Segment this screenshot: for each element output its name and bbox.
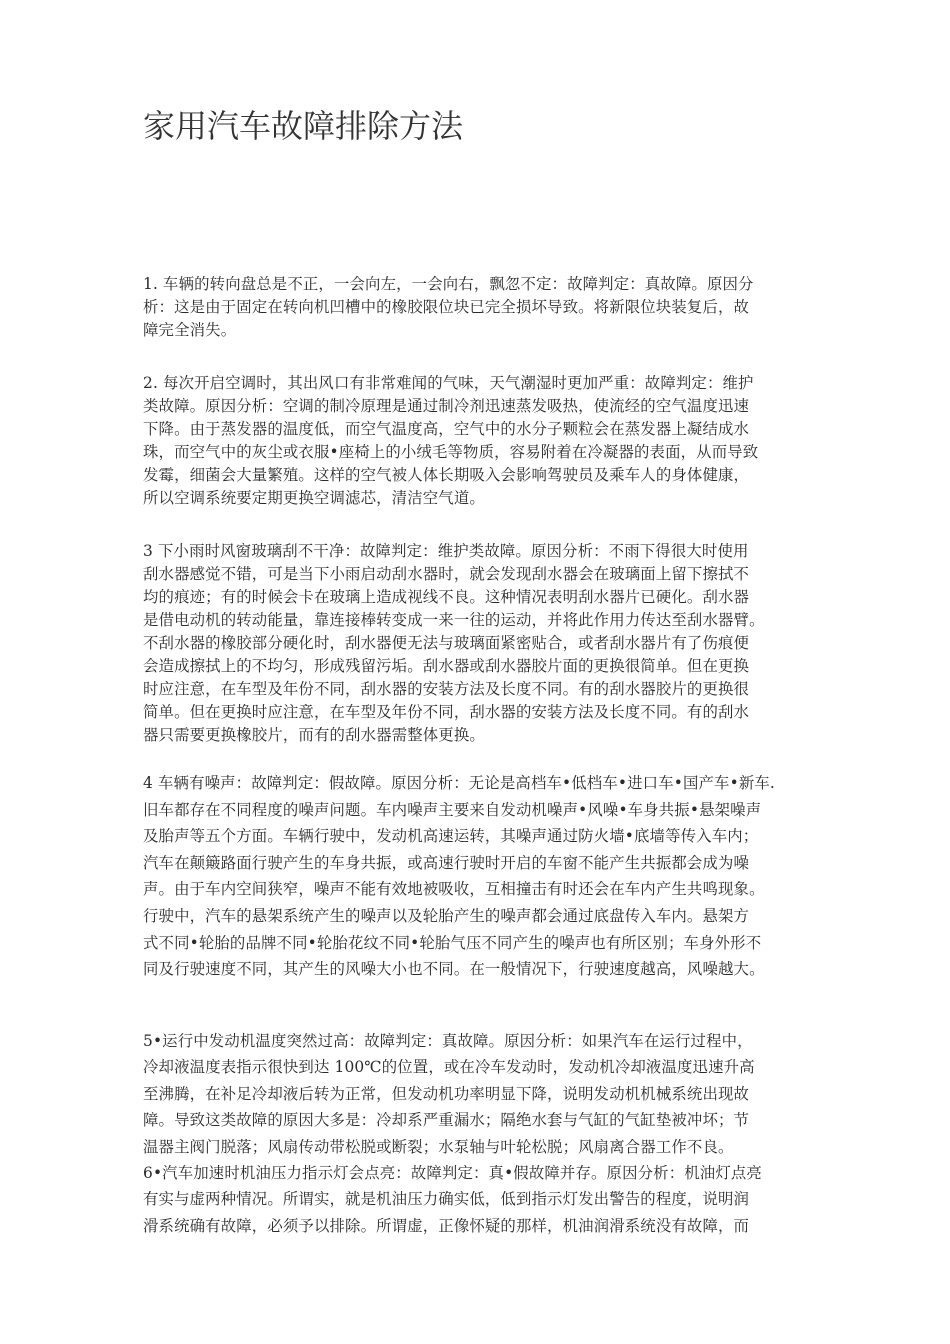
paragraph-line: 3 下小雨时风窗玻璃刮不干净：故障判定：维护类故障。原因分析：不雨下得很大时使用 — [143, 542, 749, 560]
paragraph-line: 是借电动机的转动能量，靠连接棒转变成一来一往的运动，并将此作用力传达至刮水器臂。 — [143, 611, 765, 629]
paragraph-line: 4 车辆有噪声：故障判定：假故障。原因分析：无论是高档车•低档车•进口车•国产车•新车. — [143, 774, 775, 792]
paragraph-wiper — [143, 540, 823, 747]
paragraph-engine-and-oil — [143, 1028, 823, 1239]
paragraph-line: 5•运行中发动机温度突然过高：故障判定：真故障。原因分析：如果汽车在运行过程中， — [143, 1032, 753, 1050]
paragraph-line: 声。由于车内空间狭窄，噪声不能有效地被吸收，互相撞击有时还会在车内产生共鸣现象。 — [143, 880, 765, 899]
paragraph-line: 类故障。原因分析：空调的制冷原理是通过制冷剂迅速蒸发吸热，使流经的空气温度迅速 — [143, 397, 750, 415]
paragraph-line: 温器主阀门脱落；风扇传动带松脱或断裂；水泵轴与叶轮松脱；风扇离合器工作不良。 — [143, 1137, 734, 1156]
paragraph-line: 发霉，细菌会大量繁殖。这样的空气被人体长期吸入会影响驾驶员及乘车人的身体健康， — [143, 466, 750, 484]
document-title: 家用汽车故障排除方法 — [143, 107, 464, 145]
paragraph-line: 珠，而空气中的灰尘或衣服•座椅上的小绒毛等物质，容易附着在冷凝器的表面，从而导致 — [143, 443, 759, 461]
paragraph-line: 2. 每次开启空调时，其出风口有非常难闻的气味，天气潮湿时更加严重：故障判定：维护 — [143, 374, 754, 392]
paragraph-line: 刮水器感觉不错，可是当下小雨启动刮水器时，就会发现刮水器会在玻璃面上留下擦拭不 — [143, 565, 750, 583]
paragraph-line: 会造成擦拭上的不均匀，形成残留污垢。刮水器或刮水器胶片面的更换很简单。但在更换 — [143, 657, 750, 675]
paragraph-line: 障完全消失。 — [143, 321, 237, 339]
paragraph-line: 式不同•轮胎的品牌不同•轮胎花纹不同•轮胎气压不同产生的噪声也有所区别；车身外形不 — [143, 933, 762, 952]
paragraph-line: 下降。由于蒸发器的温度低，而空气温度高，空气中的水分子颗粒会在蒸发器上凝结成水 — [143, 420, 750, 438]
paragraph-line: 简单。但在更换时应注意，在车型及年份不同，刮水器的安装方法及长度不同。有的刮水 — [143, 703, 750, 721]
paragraph-line: 障。导致这类故障的原因大多是：冷却系严重漏水；隔绝水套与气缸的气缸垫被冲坏；节 — [143, 1111, 750, 1130]
paragraph-line: 时应注意，在车型及年份不同，刮水器的安装方法及长度不同。有的刮水器胶片的更换很 — [143, 680, 750, 698]
paragraph-line: 不刮水器的橡胶部分硬化时，刮水器便无法与玻璃面紧密贴合，或者刮水器片有了伤痕便 — [143, 634, 750, 652]
paragraph-line: 所以空调系统要定期更换空调滤芯，清洁空气道。 — [143, 489, 485, 507]
paragraph-line: 同及行驶速度不同，其产生的风噪大小也不同。在一般情况下，行驶速度越高，风噪越大。 — [143, 960, 765, 979]
paragraph-line: 行驶中，汽车的悬架系统产生的噪声以及轮胎产生的噪声都会通过底盘传入车内。悬架方 — [143, 906, 750, 925]
paragraph-line: 滑系统确有故障，必须予以排除。所谓虚，正像怀疑的那样，机油润滑系统没有故障，而 — [143, 1216, 750, 1235]
paragraph-line: 均的痕迹；有的时候会卡在玻璃上造成视线不良。这种情况表明刮水器片已硬化。刮水器 — [143, 588, 750, 606]
paragraph-line: 1. 车辆的转向盘总是不正，一会向左，一会向右，飘忽不定：故障判定：真故障。原因分 — [143, 275, 754, 293]
paragraph-line: 汽车在颠簸路面行驶产生的车身共振，或高速行驶时开启的车窗不能产生共振都会成为噪 — [143, 853, 750, 872]
paragraph-line: 至沸腾，在补足冷却液后转为正常，但发动机功率明显下降，说明发动机机械系统出现故 — [143, 1084, 750, 1103]
paragraph-line: 有实与虚两种情况。所谓实，就是机油压力确实低，低到指示灯发出警告的程度，说明润 — [143, 1190, 750, 1209]
paragraph-line: 6•汽车加速时机油压力指示灯会点亮：故障判定：真•假故障并存。原因分析：机油灯点亮 — [143, 1163, 762, 1182]
paragraph-line: 器只需要更换橡胶片，而有的刮水器需整体更换。 — [143, 726, 485, 744]
paragraph-line: 及胎声等五个方面。车辆行驶中，发动机高速运转，其噪声通过防火墙•底墙等传入车内； — [143, 827, 759, 846]
paragraph-line: 冷却液温度表指示很快到达 100℃的位置，或在冷车发动时，发动机冷却液温度迅速升高 — [143, 1058, 755, 1077]
paragraph-line: 析：这是由于固定在转向机凹槽中的橡胶限位块已完全损坏导致。将新限位块装复后，故 — [143, 298, 750, 316]
paragraph-line: 旧车都存在不同程度的噪声问题。车内噪声主要来自发动机噪声•风噪•车身共振•悬架噪声 — [143, 800, 762, 819]
paragraph-noise — [143, 770, 823, 983]
paragraph-steering — [143, 273, 823, 342]
paragraph-air-conditioning — [143, 372, 823, 510]
